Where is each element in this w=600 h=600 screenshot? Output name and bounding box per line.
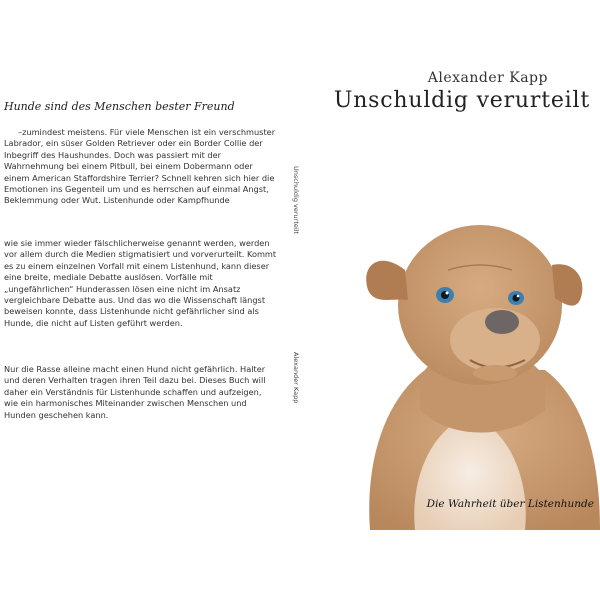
cover-tagline: Die Wahrheit über Listenhunde [426,498,594,510]
cover-title: Unschuldig verurteilt [333,88,590,113]
dog-left-eye-highlight [446,292,449,295]
back-cover-paragraph-1: –zumindest meistens. Für viele Menschen ist ein verschmuster Labrador, ein süser Golden Retriever oder ein Border Collie der Inbegriff des Haushundes. Doch was passiert mit der Wahrnehmung bei einem Pitbull, bei einem Dobermann oder einem American Staffordshire Terrier? Schnell kehren sich hier die Emotionen ins Gegenteil um und es herrschen auf einmal Angst, Beklemmung oder Wut. Listenhunde oder Kampfhunde [4,127,276,206]
back-cover-heading: Hunde sind des Menschen bester Freund [4,100,235,113]
dog-nose [485,310,519,334]
spine-title: Unschuldig verurteilt [292,166,300,235]
dog-chin [473,365,517,381]
dog-left-ear [366,261,408,300]
book-spine [282,0,318,600]
cover-author: Alexander Kapp [427,70,548,86]
puppy-illustration [330,210,600,530]
dog-right-eye-highlight [517,295,520,298]
spine-author: Alexander Kapp [292,352,300,404]
back-cover-paragraph-3: Nur die Rasse alleine macht einen Hund nicht gefährlich. Halter und deren Verhalten tragen ihren Teil dazu bei. Dieses Buch will daher ein Verständnis für Listenhunde schaffen und aufzeigen, wie ein harmonisches Miteinander zwischen Menschen und Hunden geschehen kann. [4,364,266,420]
back-cover-paragraph-2: wie sie immer wieder fälschlicherweise genannt werden, werden vor allem durch die Medien stigmatisiert und vorverurteilt. Kommt es zu einem einzelnen Vorfall mit einem Listenhund, kann dieser eine breite, mediale Debatte auslösen. Vorfälle mit „ungefährlichen“ Hunderassen lösen eine nicht im Ansatz vergleichbare Debatte aus. Und das wo die Wissenschaft längst beweisen konnte, dass Listenhunde nicht gefährlicher sind als Hunde, die nicht auf Listen geführt werden. [4,238,277,328]
back-cover [0,0,282,600]
